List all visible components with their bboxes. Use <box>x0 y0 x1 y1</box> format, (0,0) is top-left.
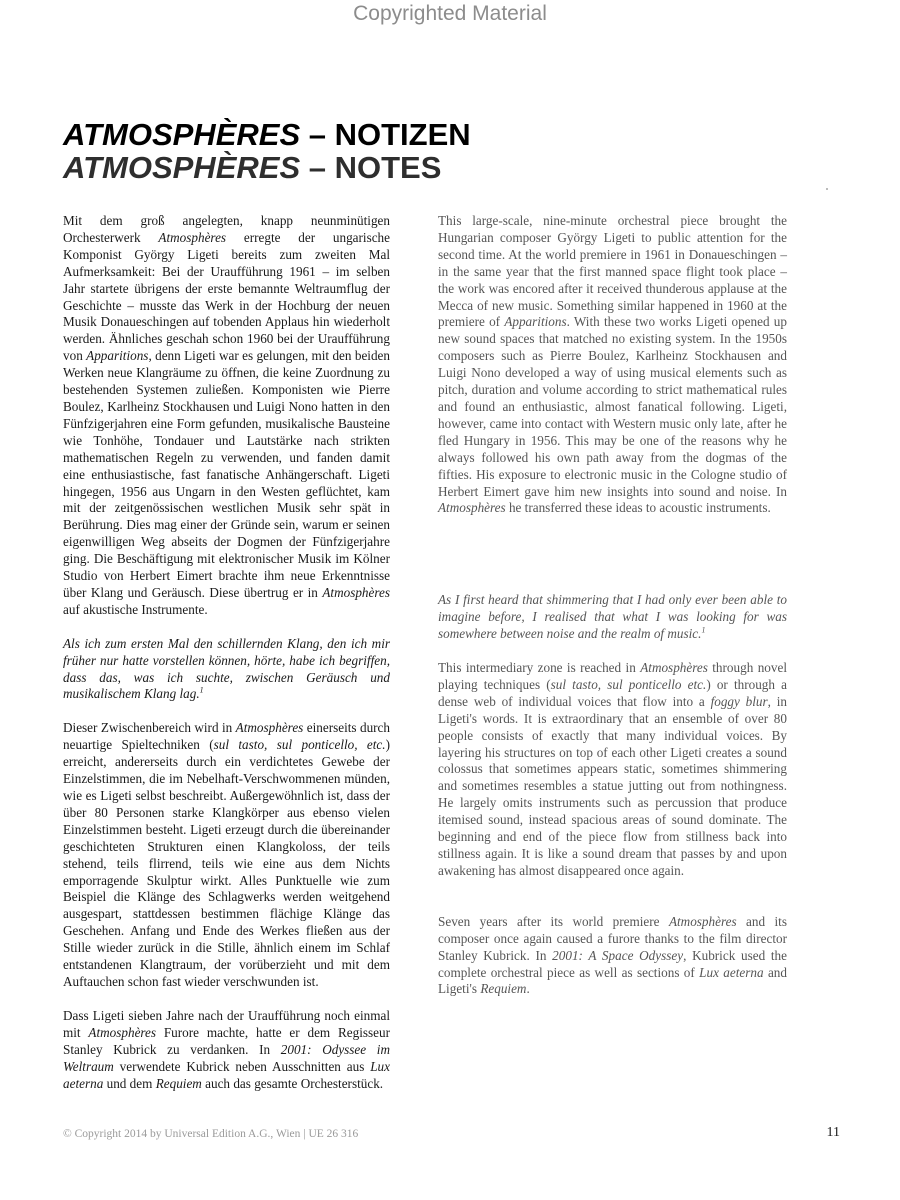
title-german-suffix: – NOTIZEN <box>300 117 471 152</box>
text-run-italic: sul tasto, sul ponticello, etc. <box>213 737 386 753</box>
english-paragraph-1 <box>438 213 787 517</box>
german-paragraph-1 <box>63 213 390 619</box>
text-run: auf akustische Instrumente. <box>63 601 208 617</box>
german-paragraph-3 <box>63 1008 390 1093</box>
text-run: Dieser Zwischenbereich wird in <box>63 720 236 736</box>
copyright-watermark: Copyrighted Material <box>353 2 547 25</box>
title-german <box>63 118 471 151</box>
german-paragraph-2 <box>63 720 390 991</box>
text-run-italic: Requiem <box>480 981 527 997</box>
text-run: verwendete Kubrick neben Ausschnitten aus <box>113 1058 371 1074</box>
quote-text: As I first heard that shimmering that I had only ever been able to imagine before, I realised that what I was looking for was somewhere between noise and the realm of music. <box>438 592 787 642</box>
text-run-italic: Atmosphères <box>88 1024 157 1040</box>
text-run-italic: Atmosphères <box>668 913 737 929</box>
text-run: through novel playing techniques ( <box>438 660 787 692</box>
text-run-italic: Atmosphères <box>322 584 390 600</box>
german-quote <box>63 636 390 704</box>
text-run: This intermediary zone is reached in <box>438 660 641 676</box>
text-run: Furore machte, hatte er dem Regisseur Stanley Kubrick zu verdanken. In <box>63 1024 390 1057</box>
text-run: ) or through a dense web of individual voices that flow into a <box>438 676 787 709</box>
text-run-italic: Lux aeterna <box>699 964 764 980</box>
title-english-suffix: – NOTES <box>300 150 442 185</box>
title-german-work: ATMOSPHÈRES <box>63 117 301 152</box>
margin-dot <box>826 188 828 190</box>
text-run: . <box>526 981 530 997</box>
text-run-italic: Atmosphères <box>438 500 506 516</box>
text-run: , in Ligeti's words. It is extraordinary that an ensemble of over 80 people consists of exactly that many individual voices. By layering his structures on top of each other Ligeti creates a sound colossus that sometimes appears static, sometimes shimmering and sometimes resembles a statue jutting out from nothingness. He largely omits instruments such as percussion that produce itemised sound, instead spacious areas of sound dominate. The beginning and end of the piece flow from stillness back into stillness again. It is like a sound dream that passes by and upon awakening has almost disappeared once again. <box>438 693 787 878</box>
title-english-work: ATMOSPHÈRES <box>63 150 301 185</box>
text-run: und dem <box>103 1075 156 1091</box>
text-run-italic: 2001: Odyssee im Weltraum <box>63 1041 390 1074</box>
english-paragraph-2 <box>438 660 787 880</box>
quote-text: Als ich zum ersten Mal den schillernden Klang, den ich mir früher nur hatte vorstellen können, hörte, habe ich begriffen, dass das, was ich suchte, zwischen Geräusch und musikalischem Klang lag. <box>63 635 390 702</box>
english-quote <box>438 592 787 643</box>
text-run: and its composer once again caused a furore thanks to the film director Stanley Kubrick. In <box>438 913 787 963</box>
text-run: auch das gesamte Orchesterstück. <box>201 1075 384 1091</box>
english-paragraph-3 <box>438 914 787 999</box>
text-run-italic: Apparitions <box>504 314 567 330</box>
page-number: 11 <box>826 1125 840 1140</box>
text-run: ) erreicht, andererseits durch ein verdichtetes Gewebe der Einzelstimmen, die im Nebelhaft-Verschwommenen münden, wie es Ligeti selbst beschreibt. Außergewöhnlich ist, dass der über 80 Personen starke Klangkörper aus ebenso vielen Einzelstimmen besteht. Ligeti erzeugt durch die übereinander geschichteten Strukturen einen Klangkoloss, der teils stehend, teils flirrend, teils wie eine aus dem Nichts emporragende Skulptur wirkt. Alles Punktuelle wie zum Beispiel die Klänge des Schlagwerks werden weitgehend ausgespart, stattdessen bestimmen flächige Klänge das Geschehen. Anfang und Ende des Werkes fließen aus der Stille wieder zurück in die Stille, ähnlich einem im Schlaf entstandenen Klangtraum, der vorüberzieht und mit dem Auftauchen schon fast wieder verschwunden ist. <box>63 737 390 989</box>
footer-copyright: © Copyright 2014 by Universal Edition A.G., Wien | UE 26 316 <box>63 1128 359 1140</box>
text-run: he transferred these ideas to acoustic instruments. <box>505 500 771 516</box>
text-run: This large-scale, nine-minute orchestral piece brought the Hungarian composer György Ligeti to public attention for the second time. At the world premiere in 1961 in Donaueschingen – in the same year that the first manned space flight took place – the work was encored after it received thunderous applause at the Mecca of new music. Something similar happened in 1960 at the premiere of <box>438 213 787 330</box>
page-title <box>63 118 471 184</box>
text-run: Seven years after its world premiere <box>438 913 669 929</box>
text-run-italic: foggy blur <box>710 693 768 709</box>
footnote-marker: 1 <box>701 625 706 635</box>
footnote-marker: 1 <box>199 686 204 696</box>
text-run: , denn Ligeti war es gelungen, mit den beiden Werken neue Klangräume zu öffnen, die keine Zuordnung zu bestehenden Systemen zuließen. Komponisten wie Pierre Boulez, Karlheinz Stockhausen und Luigi Nono hatten in den Fünfzigerjahren eine Form gefunden, musikalische Bausteine wie Tonhöhe, Tondauer und Lautstärke nach strikten mathematischen Regeln zu verwenden, und fanden damit eine enthusiastische, fast fanatische Anhängerschaft. Ligeti hingegen, 1956 aus Ungarn in den Westen geflüchtet, kam mit der zeitgenössischen westlichen Musik sehr spät in Berührung. Dies mag einer der Gründe sein, warum er seinen eigenwilligen Weg abseits der Dogmen der Fünfzigerjahre ging. Die Beschäftigung mit elektronischer Musik im Kölner Studio von Herbert Eimert brachte ihm neue Erkenntnisse über Klang und Geräusch. Diese übertrug er in <box>63 348 391 600</box>
text-run-italic: Atmosphères <box>235 720 304 736</box>
text-run: erregte der ungarische Komponist György Ligeti bereits zum zweiten Mal Aufmerksamkeit: Bei der Uraufführung 1961 – im selben Jahr startete übrigens der erste bemannte Weltraumflug der Geschichte – musste das Werk in der Hochburg der neuen Musik Donaueschingen auf tobenden Applaus hin wiederholt werden. Ähnliches geschah schon 1960 bei der Uraufführung von <box>63 229 391 364</box>
text-run-italic: Atmosphères <box>158 229 227 245</box>
text-run-italic: Requiem <box>155 1075 202 1091</box>
text-run-italic: 2001: A Space Odyssey <box>552 947 684 963</box>
text-run: einerseits durch neuartige Spieltechniken ( <box>63 720 391 753</box>
text-run: Dass Ligeti sieben Jahre nach der Uraufführung noch einmal mit <box>63 1007 390 1040</box>
text-run: , Kubrick used the complete orchestral piece as well as sections of <box>438 947 787 980</box>
text-run-italic: Apparitions <box>86 348 149 364</box>
text-run-italic: Lux aeterna <box>63 1058 390 1091</box>
text-run-italic: Atmosphères <box>640 660 708 676</box>
title-english <box>63 151 471 184</box>
text-run: Mit dem groß angelegten, knapp neunminütigen Orchesterwerk <box>63 213 390 245</box>
english-column <box>438 213 787 998</box>
text-run: . With these two works Ligeti opened up new sound spaces that matched no existing system. In the 1950s composers such as Pierre Boulez, Karlheinz Stockhausen and Luigi Nono developed a way of using musical elements such as pitch, duration and volume according to strict mathematical rules and found an enthusiastic, almost fanatical following. Ligeti, however, came into contact with Western music only late, after he fled Hungary in 1956. This may be one of the reasons why he always followed his own path away from the dogmas of the fifties. His exposure to electronic music in the Cologne studio of Herbert Eimert gave him new insights into sound and noise. In <box>438 314 787 499</box>
text-run: and Ligeti's <box>438 964 787 997</box>
text-run-italic: sul tasto, sul ponticello etc. <box>550 676 707 692</box>
german-column <box>63 213 390 1092</box>
